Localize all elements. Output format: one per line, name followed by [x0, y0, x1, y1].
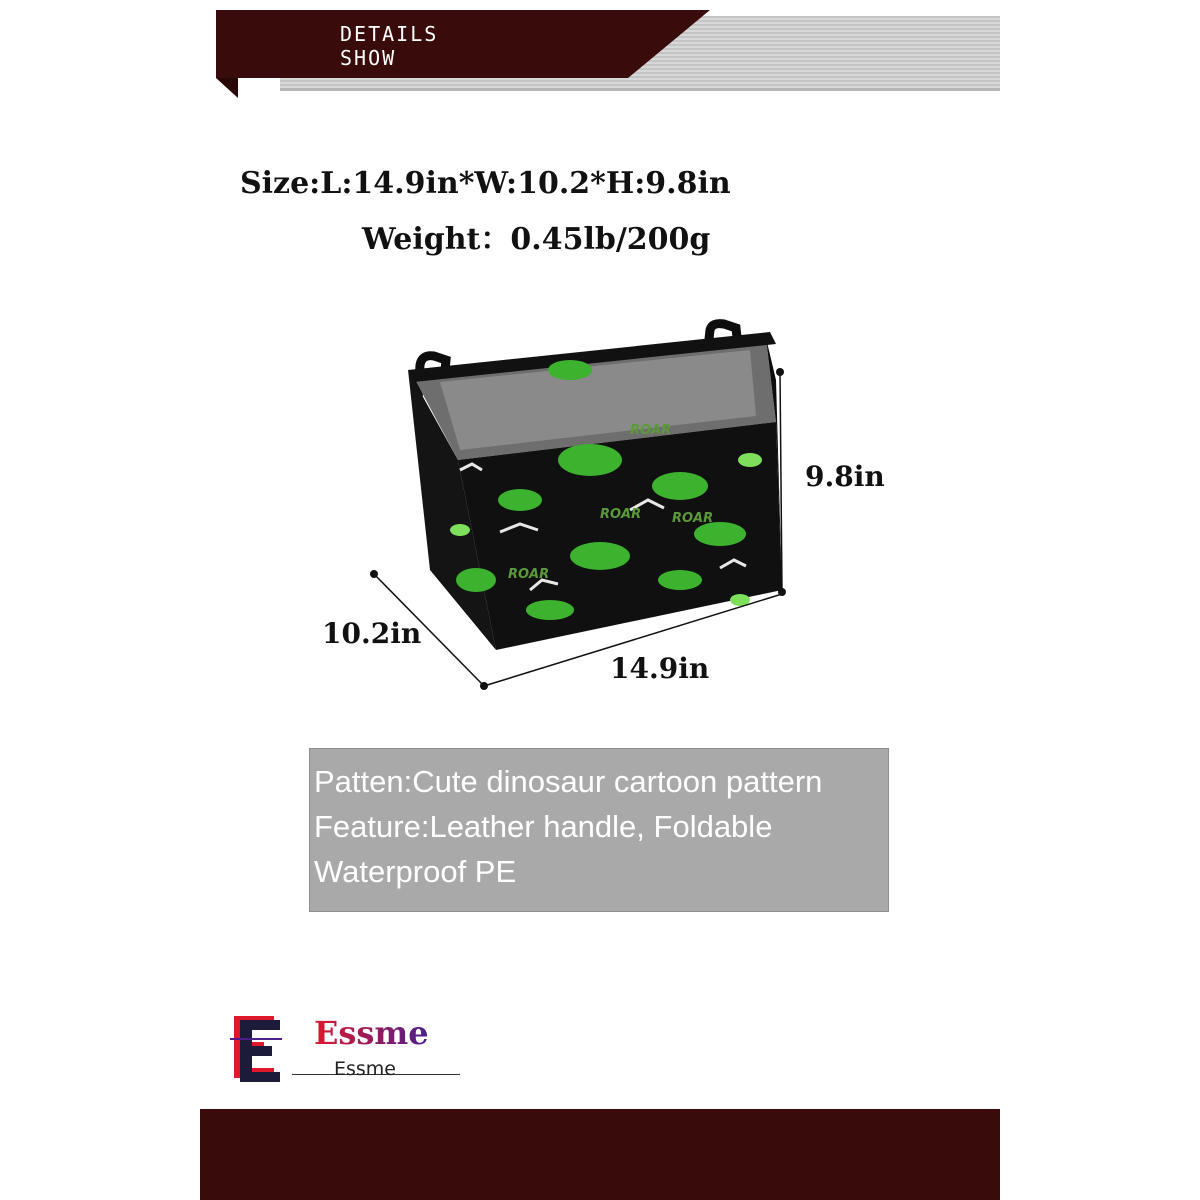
header-dark-block: [216, 10, 710, 78]
header-title-line1: DETAILS: [340, 22, 439, 46]
header-banner: [0, 0, 1200, 110]
header-title: [340, 22, 438, 70]
logo-e-mark: [230, 1010, 310, 1090]
weight-spec: Weight：0.45lb/200g: [362, 222, 711, 257]
size-spec: Size:L:14.9in*W:10.2*H:9.8in: [240, 166, 731, 201]
logo-name: Essme: [314, 1014, 429, 1052]
basket-print-text-4: ROAR: [630, 423, 672, 438]
feature-box: [309, 748, 889, 912]
footer-bar: [200, 1109, 1000, 1200]
feature-handle: Feature:Leather handle, Foldable: [314, 809, 773, 844]
feature-material: Waterproof PE: [314, 854, 517, 889]
length-label: 14.9in: [610, 652, 710, 685]
basket-print-text-1: ROAR: [600, 507, 642, 522]
feature-pattern: Patten:Cute dinosaur cartoon pattern: [314, 764, 823, 799]
height-label: 9.8in: [805, 460, 885, 493]
logo-subtitle: Essme: [334, 1058, 397, 1080]
basket-print-text-3: ROAR: [508, 567, 550, 582]
width-label: 10.2in: [322, 617, 422, 650]
header-title-line2: SHOW: [340, 46, 397, 70]
brand-logo: [230, 1010, 470, 1090]
basket-print-text-2: ROAR: [672, 511, 714, 526]
